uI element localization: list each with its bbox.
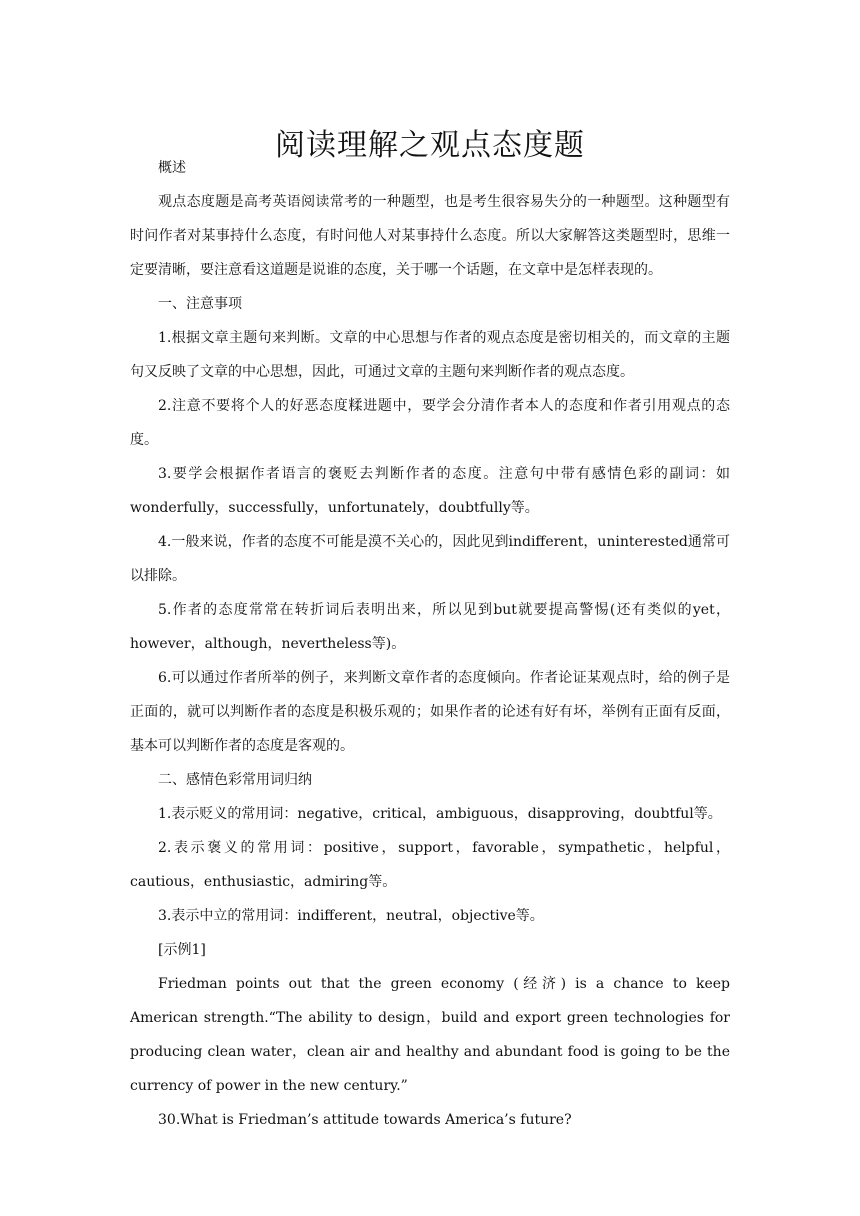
overview-paragraph: 观点态度题是高考英语阅读常考的一种题型，也是考生很容易失分的一种题型。这种题型有时问作者对某事持什么态度，有时问他人对某事持什么态度。所以大家解答这类题型时，思维一定要清晰，要注意看这道题是说谁的态度，关于哪一个话题，在文章中是怎样表现的。 bbox=[130, 194, 730, 278]
example-passage: Friedman points out that the green economy (经济) is a chance to keep American strength.“The ability to design，build and export green technologies for producing clean water，clean air and healthy and abundant food is going to be the currency of power in the new century.” bbox=[130, 976, 730, 1094]
note-item-4: 4.一般来说，作者的态度不可能是漠不关心的，因此见到indifferent，uninterested通常可以排除。 bbox=[130, 534, 730, 584]
document-title: 阅读理解之观点态度题 bbox=[275, 128, 585, 164]
section-heading-words: 二、感情色彩常用词归纳 bbox=[158, 772, 312, 788]
overview-heading: 概述 bbox=[158, 160, 186, 176]
section-heading-notes: 一、注意事项 bbox=[158, 296, 242, 312]
question-text: 30.What is Friedman’s attitude towards America’s future? bbox=[158, 1112, 572, 1128]
note-item-6: 6.可以通过作者所举的例子，来判断文章作者的态度倾向。作者论证某观点时，给的例子是正面的，就可以判断作者的态度是积极乐观的；如果作者的论述有好有坏，举例有正面有反面，基本可以判断作者的态度是客观的。 bbox=[130, 670, 730, 754]
word-list-positive: 2.表示褒义的常用词：positive，support，favorable，sympathetic，helpful，cautious，enthusiastic，admiring等。 bbox=[130, 840, 730, 890]
note-item-2: 2.注意不要将个人的好恶态度糅进题中，要学会分清作者本人的态度和作者引用观点的态度。 bbox=[130, 398, 730, 448]
note-item-3: 3.要学会根据作者语言的褒贬去判断作者的态度。注意句中带有感情色彩的副词：如wonderfully，successfully，unfortunately，doubtfully等。 bbox=[130, 466, 730, 516]
word-list-neutral: 3.表示中立的常用词：indifferent，neutral，objective等。 bbox=[158, 908, 544, 924]
document-body bbox=[130, 151, 730, 1137]
note-item-1: 1.根据文章主题句来判断。文章的中心思想与作者的观点态度是密切相关的，而文章的主题句又反映了文章的中心思想，因此，可通过文章的主题句来判断作者的观点态度。 bbox=[130, 330, 730, 380]
word-list-negative: 1.表示贬义的常用词：negative，critical，ambiguous，disapproving，doubtful等。 bbox=[158, 806, 722, 822]
example-heading: [示例1] bbox=[158, 942, 206, 958]
note-item-5: 5.作者的态度常常在转折词后表明出来，所以见到but就要提高警惕(还有类似的yet，however，although，nevertheless等)。 bbox=[130, 602, 730, 652]
